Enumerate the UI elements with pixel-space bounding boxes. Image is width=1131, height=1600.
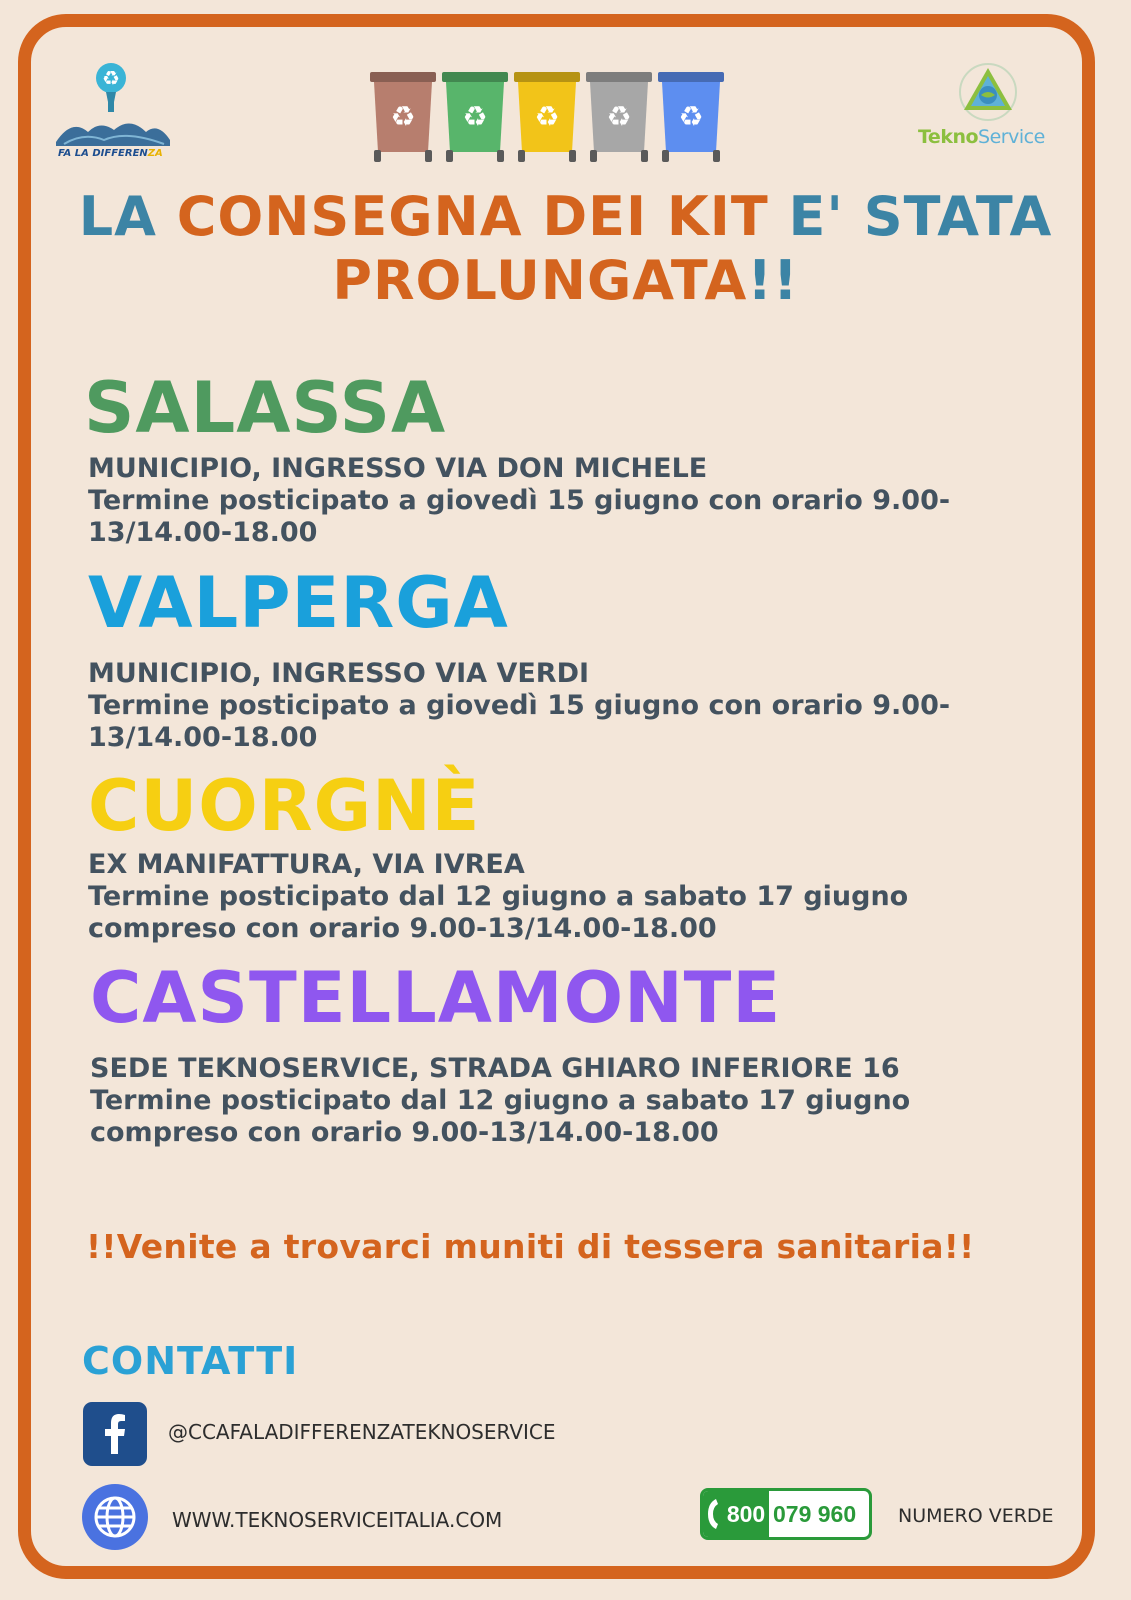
tagline: !!Venite a trovarci muniti di tessera sanitaria!! (86, 1227, 975, 1266)
blue-bin-icon (658, 72, 724, 162)
facebook-icon[interactable] (83, 1402, 147, 1466)
svg-text:♻: ♻ (102, 66, 120, 90)
cuorgne-details (88, 848, 908, 945)
town-valperga: VALPERGA (88, 562, 509, 644)
recycling-bins-illustration (370, 72, 730, 164)
castellamonte-schedule-line-1: Termine posticipato dal 12 giugno a sabato 17 giugno (90, 1085, 911, 1116)
town-salassa: SALASSA (84, 367, 447, 449)
contacts-title: CONTATTI (82, 1339, 299, 1383)
svg-text:♻: ♻ (462, 100, 488, 133)
toll-free-prefix: 800 (723, 1491, 769, 1537)
cuorgne-address: EX MANIFATTURA, VIA IVREA (88, 849, 525, 880)
teknoservice-wordmark: TeknoService (918, 126, 1045, 148)
headline-line-2: PROLUNGATA!! (332, 249, 799, 312)
salassa-schedule-line-1: Termine posticipato a giovedì 15 giugno con orario 9.00- (88, 485, 951, 516)
salassa-address: MUNICIPIO, INGRESSO VIA DON MICHELE (88, 453, 708, 484)
svg-text:♻: ♻ (390, 100, 416, 133)
cuorgne-schedule-line-1: Termine posticipato dal 12 giugno a sabato 17 giugno (88, 881, 909, 912)
globe-icon[interactable] (82, 1484, 148, 1550)
castellamonte-schedule-line-2: compreso con orario 9.00-13/14.00-18.00 (90, 1117, 719, 1148)
castellamonte-details (90, 1052, 910, 1149)
numero-verde-label: NUMERO VERDE (898, 1505, 1054, 1527)
town-castellamonte: CASTELLAMONTE (90, 957, 782, 1039)
numero-verde-badge[interactable] (700, 1488, 872, 1540)
valperga-address: MUNICIPIO, INGRESSO VIA VERDI (88, 658, 590, 689)
globe-recycle-icon (918, 62, 1058, 126)
valperga-schedule-line-1: Termine posticipato a giovedì 15 giugno con orario 9.00- (88, 690, 951, 721)
valperga-details (88, 657, 950, 754)
headline-line-1: LA CONSEGNA DEI KIT E' STATA (78, 185, 1053, 248)
town-cuorgne: CUORGNÈ (88, 765, 481, 847)
website-url[interactable]: WWW.TEKNOSERVICEITALIA.COM (172, 1508, 503, 1532)
phone-icon (703, 1491, 723, 1537)
salassa-details (88, 452, 950, 549)
facebook-handle[interactable]: @CCAFALADIFFERENZATEKNOSERVICE (168, 1420, 556, 1444)
consorzio-logo (54, 62, 174, 162)
logo-caption: FA LA DIFFERENZA (58, 148, 163, 159)
teknoservice-logo (918, 62, 1058, 157)
svg-text:♻: ♻ (678, 100, 704, 133)
svg-text:♻: ♻ (606, 100, 632, 133)
valperga-schedule-line-2: 13/14.00-18.00 (88, 722, 318, 753)
grey-bin-icon (586, 72, 652, 162)
green-bin-icon (442, 72, 508, 162)
salassa-schedule-line-2: 13/14.00-18.00 (88, 517, 318, 548)
recycle-balloon-icon (54, 62, 174, 148)
svg-text:♻: ♻ (534, 100, 560, 133)
toll-free-number: 079 960 (773, 1501, 857, 1527)
castellamonte-address: SEDE TEKNOSERVICE, STRADA GHIARO INFERIORE 16 (90, 1053, 900, 1084)
yellow-bin-icon (514, 72, 580, 162)
cuorgne-schedule-line-2: compreso con orario 9.00-13/14.00-18.00 (88, 913, 717, 944)
brown-bin-icon (370, 72, 436, 162)
